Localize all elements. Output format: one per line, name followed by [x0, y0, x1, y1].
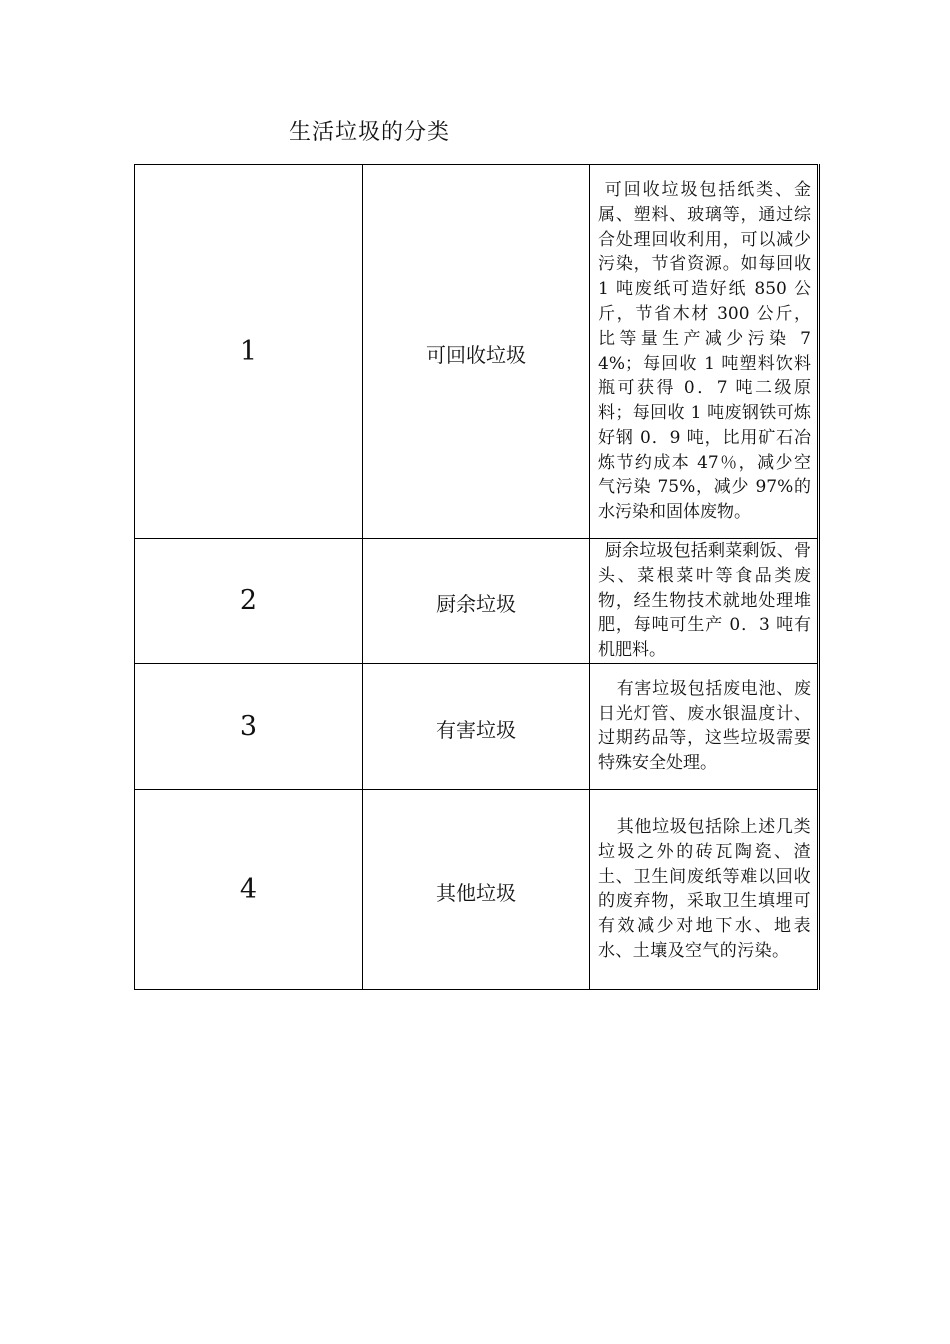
- category-description: 有害垃圾包括废电池、废日光灯管、废水银温度计、过期药品等，这些垃圾需要特殊安全处理。: [598, 678, 811, 774]
- category-description-cell: [590, 789, 819, 989]
- table-row: [135, 789, 819, 989]
- row-number: 1: [135, 165, 363, 539]
- table-row: [135, 539, 819, 664]
- category-description-cell: [590, 539, 819, 664]
- category-label: 可回收垃圾: [426, 343, 526, 367]
- category-name: [363, 789, 590, 989]
- category-description: 厨余垃圾包括剩菜剩饭、骨头、菜根菜叶等食品类废物，经生物技术就地处理堆肥，每吨可生产 0．3 吨有机肥料。: [598, 541, 811, 661]
- table-row: [135, 663, 819, 789]
- category-label: 厨余垃圾: [436, 592, 516, 617]
- table-row: [135, 165, 819, 539]
- row-number: 3: [135, 663, 363, 789]
- row-number: 4: [135, 789, 363, 989]
- category-description-cell: [590, 165, 819, 539]
- category-label: 其他垃圾: [436, 880, 516, 905]
- category-label: 有害垃圾: [436, 717, 516, 742]
- category-name: [363, 165, 590, 539]
- category-name: [363, 663, 590, 789]
- row-number: 2: [135, 539, 363, 664]
- category-name: [363, 539, 590, 664]
- garbage-classification-table: [134, 164, 820, 990]
- category-description: 可回收垃圾包括纸类、金属、塑料、玻璃等，通过综合处理回收利用，可以减少污染，节省资源。如每回收 1 吨废纸可造好纸 850 公斤，节省木材 300 公斤，比等量生产减少污染 74%；每回收 1 吨塑料饮料瓶可获得 0．7 吨二级原料；每回收 1 吨废钢铁可炼好钢 0．9 吨，比用矿石冶炼节约成本 47％，减少空气污染 75%，减少 97%的水污染和固体废物。: [598, 179, 811, 523]
- category-description: 其他垃圾包括除上述几类垃圾之外的砖瓦陶瓷、渣土、卫生间废纸等难以回收的废弃物，采取卫生填埋可有效减少对地下水、地表水、土壤及空气的污染。: [598, 817, 811, 962]
- document-title: 生活垃圾的分类: [289, 120, 451, 145]
- category-description-cell: [590, 663, 819, 789]
